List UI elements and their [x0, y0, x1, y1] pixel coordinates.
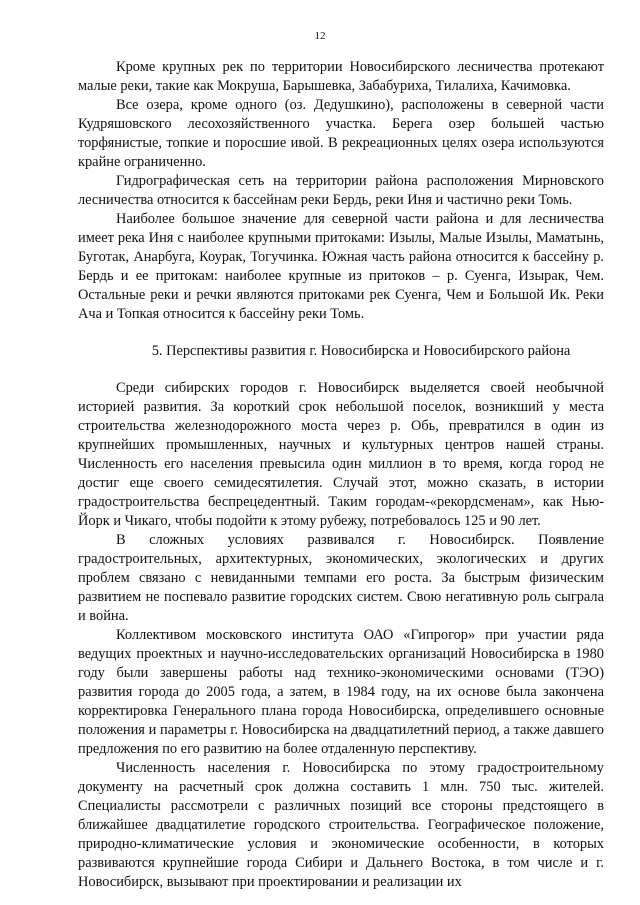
paragraph-hydrographic-network: Гидрографическая сеть на территории района расположения Мирновского лесничества относится к бассейнам реки Бердь, реки Иня и частично реки Томь. [78, 173, 604, 208]
section-heading: 5. Перспективы развития г. Новосибирска и Новосибирского района [151, 343, 571, 359]
page-number: 12 [314, 30, 326, 42]
paragraph-lakes: Все озера, кроме одного (оз. Дедушкино), расположены в северной части Кудряшовского лесохозяйственного участка. Берега озер большей частью торфянистые, топкие и поросшие ивой. В рекреационных целях озера используются крайне ограниченно. [78, 97, 604, 170]
paragraph-city-history: Среди сибирских городов г. Новосибирск выделяется своей необычной историей развития. За короткий срок небольшой поселок, возникший у места строительства железнодорожного моста через р. Обь, превратился в один из крупнейших промышленных, научных и культурных центров нашей страны. Численность его населения превысила один миллион в то время, когда город не достиг еще своего семидесятилетия. Случай этот, можно сказать, в истории градостроительства беспрецедентный. Таким городам-«рекордсменам», как Нью-Йорк и Чикаго, чтобы подойти к этому рубежу, потребовалось 125 и 90 лет. [78, 380, 604, 529]
paragraph-small-rivers: Кроме крупных рек по территории Новосибирского лесничества протекают малые реки, такие как Мокруша, Барышевка, Забабуриха, Тилалиха, Качимовка. [78, 59, 604, 94]
document-body [78, 58, 604, 892]
paragraph-population: Численность населения г. Новосибирска по этому градостроительному документу на расчетный срок должна составить 1 млн. 750 тыс. жителей. Специалисты рассмотрели с различных позиций все стороны предстоящего в ближайшее двадцатилетие городского строительства. Географическое положение, природно-климатические условия и экономические особенности, в которых развиваются крупнейшие города Сибири и Дальнего Востока, в том числе и г. Новосибирск, вызывают при проектировании и реализации их [78, 760, 604, 890]
paragraph-inya-river: Наиболее большое значение для северной части района и для лесничества имеет река Иня с наиболее крупными притоками: Изылы, Малые Изылы, Маматынь, Буготак, Анарбуга, Коурак, Тогучинка. Южная часть района относится к бассейну р. Бердь и ее притокам: наиболее крупные из притоков – р. Суенга, Изырак, Чем. Остальные реки и речки являются притоками рек Суенга, Чем и Большой Ик. Реки Ача и Топкая относится к бассейну реки Томь. [78, 211, 604, 322]
paragraph-giprogor: Коллективом московского института ОАО «Гипрогор» при участии ряда ведущих проектных и научно-исследовательских организаций Новосибирска в 1980 году были завершены работы над технико-экономическими основами (ТЭО) развития города до 2005 года, а затем, в 1984 году, на их основе была закончена корректировка Генерального плана города Новосибирска, определившего основные положения и параметры г. Новосибирска на двадцатилетний период, а также давшего предложения по его развитию на более отдаленную перспективу. [78, 627, 604, 757]
paragraph-difficult-conditions: В сложных условиях развивался г. Новосибирск. Появление градостроительных, архитектурных, экономических, экологических и других проблем связано с невиданными темпами его роста. За быстрым физическим развитием не поспевало развитие городских систем. Свою негативную роль сыграла и война. [78, 532, 604, 624]
